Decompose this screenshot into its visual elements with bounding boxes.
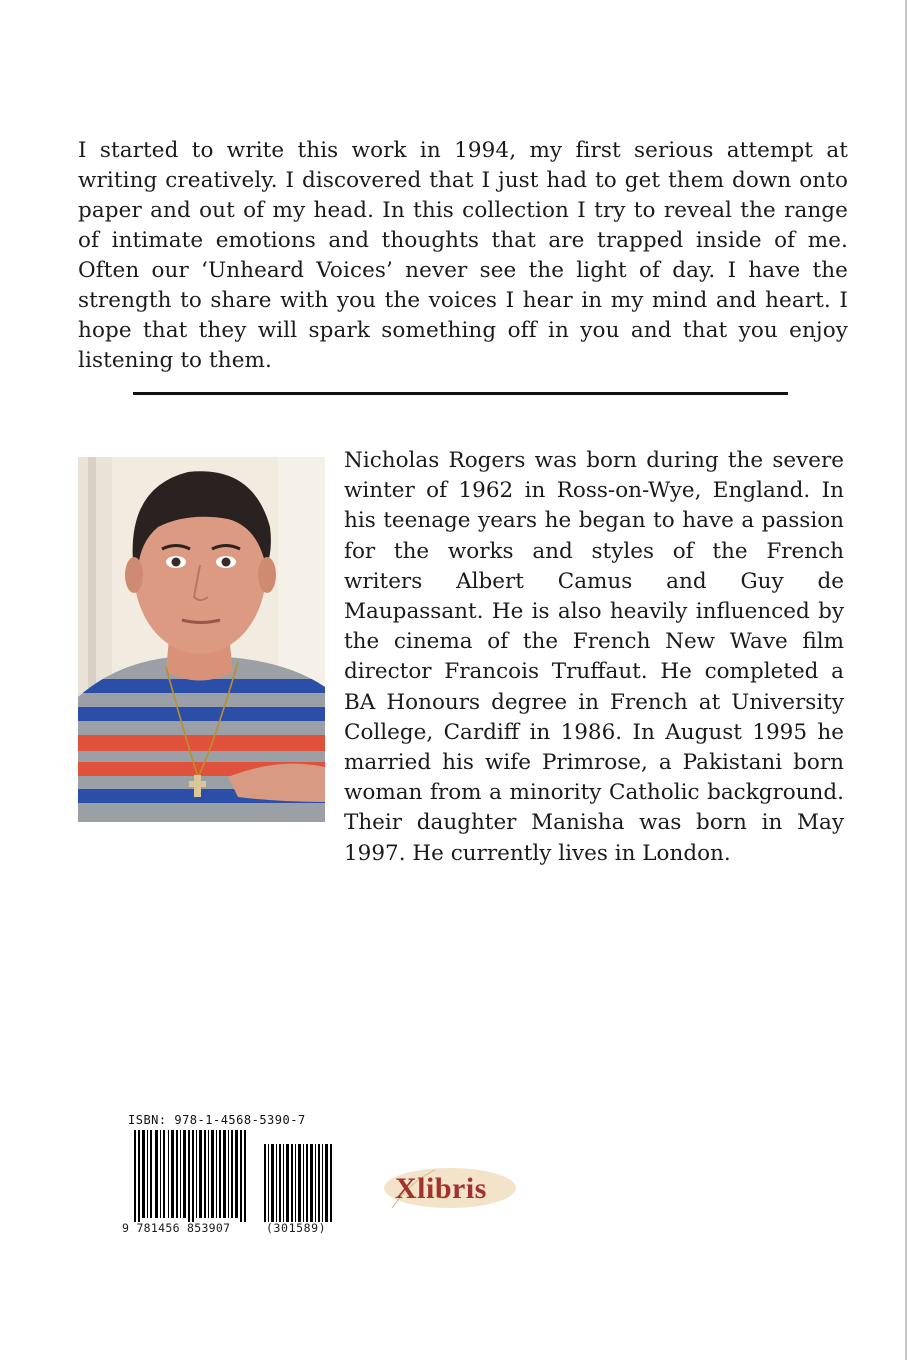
barcode-main-digits: 9 781456 853907 [122, 1221, 231, 1235]
isbn-label: ISBN: 978-1-4568-5390-7 [128, 1113, 306, 1127]
barcode-graphic [122, 1130, 334, 1225]
author-portrait-image [78, 457, 325, 822]
publisher-logo-text: Xlibris [395, 1172, 487, 1205]
horizontal-divider [133, 392, 788, 395]
author-photo [78, 457, 325, 822]
author-bio-paragraph: Nicholas Rogers was born during the severe winter of 1962 in Ross-on-Wye, England. In his teenage years he began to have a passion for the works and styles of the French writers Albert Camus and Guy de Maupassant. He is also heavily influenced by the cinema of the French New Wave film director Francois Truffaut. He completed a BA Honours degree in French at University College, Cardiff in 1986. In August 1995 he married his wife Primrose, a Pakistani born woman from a minority Catholic background. Their daughter Manisha was born in May 1997. He currently lives in London. [344, 448, 844, 866]
barcode-addon-digits: (301589) [266, 1221, 327, 1235]
blurb-paragraph: I started to write this work in 1994, my first serious attempt at writing creatively. I discovered that I just had to get them down onto paper and out of my head. In this collection I try to reveal the range of intimate emotions and thoughts that are trapped inside of me. Often our ‘Unheard Voices’ never see the light of day. I have the strength to share with you the voices I hear in my mind and heart. I hope that they will spark something off in you and that you enjoy listening to them. [78, 138, 848, 373]
